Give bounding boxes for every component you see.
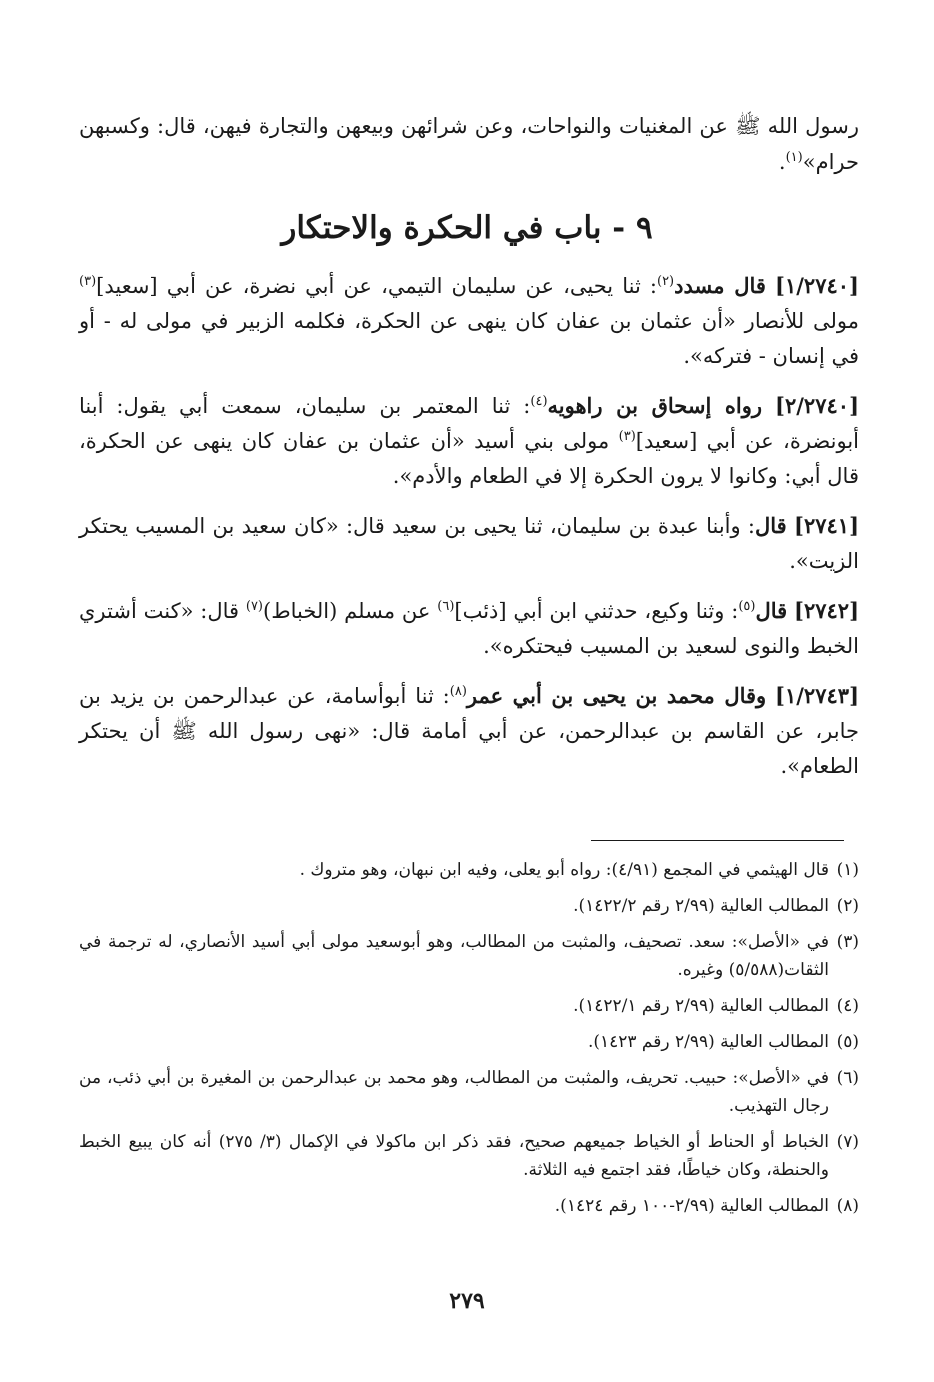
footnote-number: (٨) bbox=[836, 1196, 859, 1216]
footnote-number: (١) bbox=[836, 860, 859, 880]
footnote bbox=[79, 928, 859, 984]
page-number: ٢٧٩ bbox=[449, 1288, 485, 1314]
footnote-divider bbox=[591, 840, 844, 841]
hadith-body bbox=[79, 268, 859, 798]
footnote-number: (٤) bbox=[836, 996, 859, 1016]
footnote-marker: (٤) bbox=[530, 394, 548, 409]
hadith-entry bbox=[79, 678, 859, 784]
entry-text: مولى بني أسيد «أن عثمان بن عفان كان ينهى عن الحكرة، قال أبي: وكانوا لا يرون الحكرة إلا في الطعام والأدم». bbox=[79, 429, 859, 488]
entry-text: : وأبنا عبدة بن سليمان، ثنا يحيى بن سعيد قال: «كان سعيد بن المسيب يحتكر الزيت». bbox=[79, 514, 859, 573]
footnote bbox=[79, 892, 859, 920]
entry-reference: [٢٧٤٢] bbox=[794, 598, 859, 623]
footnote-number: (٦) bbox=[836, 1068, 859, 1088]
footnote-marker: (٥) bbox=[738, 599, 756, 614]
hadith-entry bbox=[79, 388, 859, 494]
entry-text: قال: «كنت أشتري الخبط والنوى لسعيد بن المسيب فيحتكره». bbox=[79, 599, 859, 658]
hadith-entry bbox=[79, 508, 859, 579]
footnote-marker: (٦) bbox=[437, 599, 455, 614]
footnote-marker: (٣) bbox=[618, 429, 636, 444]
entry-narrator: قال bbox=[755, 598, 788, 623]
footnote-marker: (٧) bbox=[245, 599, 263, 614]
footnote bbox=[79, 1192, 859, 1220]
footnote-number: (٣) bbox=[836, 932, 859, 952]
footnote-text: المطالب العالية (٢/٩٩ رقم ١٤٢٢/٢). bbox=[573, 896, 829, 916]
footnote-marker: (٣) bbox=[79, 274, 97, 289]
entry-reference: [١/٢٧٤٣] bbox=[775, 683, 859, 708]
footnote-text: المطالب العالية (٢/٩٩ رقم ١٤٢٢/١). bbox=[573, 996, 829, 1016]
entry-reference: [١/٢٧٤٠] bbox=[775, 273, 859, 298]
entry-narrator: وقال محمد بن يحيى بن أبي عمر bbox=[466, 683, 767, 708]
footnote-number: (٥) bbox=[836, 1032, 859, 1052]
entry-narrator: قال مسدد bbox=[674, 273, 766, 298]
entry-text: : ثنا يحيى، عن سليمان التيمي، عن أبي نضرة، عن أبي [سعيد] bbox=[96, 274, 657, 298]
footnote-text: في «الأصل»: سعد. تصحيف، والمثبت من المطالب، وهو أبوسعيد مولى أبي أسيد الأنصاري، له ترجمة في الثقات(٥/٥٨٨) وغيره. bbox=[79, 932, 829, 980]
footnote-marker: (١) bbox=[785, 150, 803, 165]
footnote-text: المطالب العالية (٢/٩٩-١٠٠ رقم ١٤٢٤). bbox=[554, 1196, 829, 1216]
entry-reference: [٢/٢٧٤٠] bbox=[775, 393, 859, 418]
footnote bbox=[79, 1128, 859, 1184]
entry-reference: [٢٧٤١] bbox=[794, 513, 859, 538]
entry-text: : ثنا أبوأسامة، عن عبدالرحمن بن يزيد بن جابر، عن القاسم بن عبدالرحمن، عن أبي أمامة قال: «نهى رسول الله ﷺ أن يحتكر الطعام». bbox=[79, 684, 859, 778]
footnote bbox=[79, 1064, 859, 1120]
chapter-heading: ٩ - باب في الحكرة والاحتكار bbox=[281, 210, 653, 246]
footnote-text: قال الهيثمي في المجمع (٤/٩١): رواه أبو يعلى، وفيه ابن نبهان، وهو متروك . bbox=[299, 860, 829, 880]
footnote bbox=[79, 992, 859, 1020]
footnote-marker: (٢) bbox=[656, 274, 675, 289]
footnote bbox=[79, 856, 859, 884]
hadith-entry bbox=[79, 268, 859, 374]
intro-text: رسول الله ﷺ عن المغنيات والنواحات، وعن شرائهن وبيعهن والتجارة فيهن، قال: وكسبهن حرام» bbox=[79, 114, 859, 174]
intro-paragraph: رسول الله ﷺ عن المغنيات والنواحات، وعن شرائهن وبيعهن والتجارة فيهن، قال: وكسبهن حرام»$^{(١)}$. bbox=[79, 114, 859, 174]
entry-text: عن مسلم (الخباط) bbox=[263, 599, 438, 623]
footnote-text: الخباط أو الحناط أو الخياط جميعهم صحيح، فقد ذكر ابن ماكولا في الإكمال (٣/ ٢٧٥) أنه كان يبيع الخبط والحنطة، وكان خياطًا، فقد اجتمع فيه الثلاثة. bbox=[79, 1132, 829, 1180]
footnote-text: في «الأصل»: حبيب. تحريف، والمثبت من المطالب، وهو محمد بن عبدالرحمن بن المغيرة بن أبي ذئب، من رجال التهذيب. bbox=[79, 1068, 829, 1116]
entry-narrator: قال bbox=[755, 513, 787, 538]
entry-text: : وثنا وكيع، حدثني ابن أبي [ذئب] bbox=[454, 599, 739, 623]
hadith-entry bbox=[79, 593, 859, 664]
entry-text: مولى للأنصار «أن عثمان بن عفان كان ينهى عن الحكرة، فكلمه الزبير في مولى له - أو في إنسان - فتركه». bbox=[79, 309, 859, 368]
footnotes-section bbox=[79, 856, 859, 1228]
footnote-text: المطالب العالية (٢/٩٩ رقم ١٤٢٣). bbox=[587, 1032, 829, 1052]
entry-narrator: رواه إسحاق بن راهويه bbox=[547, 393, 763, 418]
footnote bbox=[79, 1028, 859, 1056]
footnote-number: (٧) bbox=[836, 1132, 859, 1152]
entry-text: : ثنا المعتمر بن سليمان، سمعت أبي يقول: أبنا أبونضرة، عن أبي [سعيد] bbox=[79, 394, 860, 453]
footnote-number: (٢) bbox=[836, 896, 859, 916]
footnote-marker: (٨) bbox=[449, 684, 467, 699]
